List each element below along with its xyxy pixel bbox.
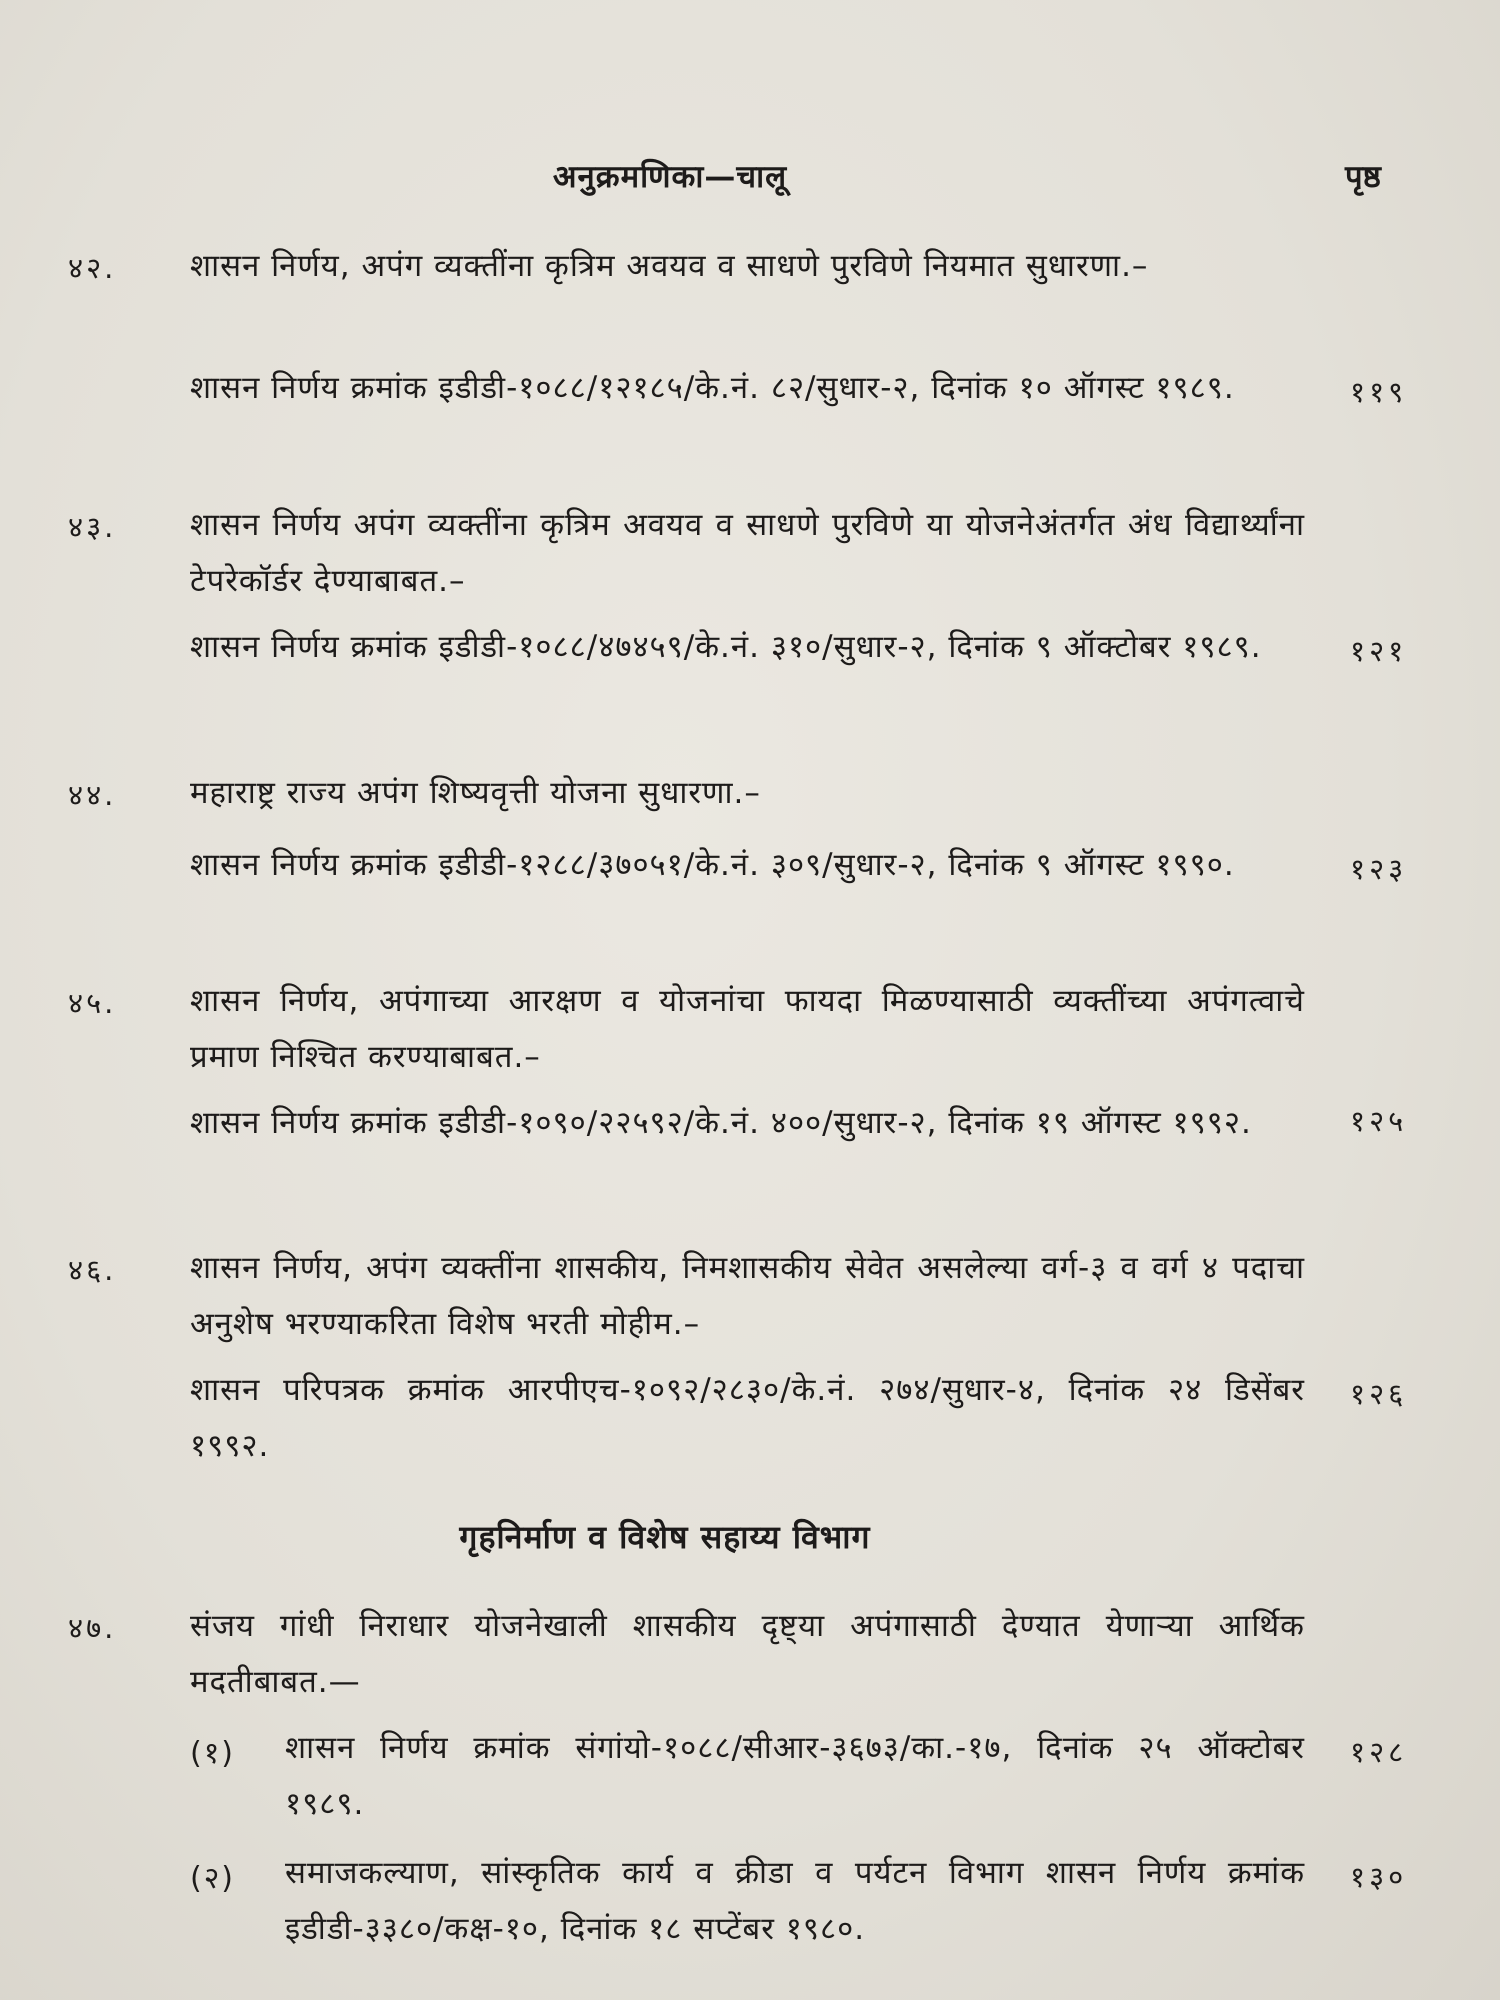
sub-item-label: (२) xyxy=(190,1861,236,1896)
entry-title: शासन निर्णय, अपंगाच्या आरक्षण व योजनांचा फायदा मिळण्यासाठी व्यक्तींच्या अपंगत्वाचे प्रमाण निश्चित करण्याबाबत.– xyxy=(190,983,1305,1075)
entry-title: शासन निर्णय, अपंग व्यक्तींना कृत्रिम अवयव व साधणे पुरविणे नियमात सुधारणा.– xyxy=(190,248,1149,284)
entry-number: ४४. xyxy=(68,778,117,812)
section-heading: गृहनिर्माण व विशेष सहाय्य विभाग xyxy=(459,1518,871,1556)
sub-item-text: शासन निर्णय क्रमांक संगांयो-१०८८/सीआर-३६७३/का.-१७, दिनांक २५ ऑक्टोबर १९८९. xyxy=(285,1730,1305,1822)
sub-item-label: (१) xyxy=(190,1736,236,1771)
entry-reference: शासन परिपत्रक क्रमांक आरपीएच-१०९२/२८३०/के.नं. २७४/सुधार-४, दिनांक २४ डिसेंबर १९९२. xyxy=(190,1372,1305,1464)
entry-number: ४५. xyxy=(68,986,117,1020)
entry-page-number: १२१ xyxy=(1350,634,1408,668)
entry-number: ४७. xyxy=(68,1611,117,1645)
entry-page-number: १२८ xyxy=(1350,1735,1408,1769)
entry-title: संजय गांधी निराधार योजनेखाली शासकीय दृष्ट्या अपंगासाठी देण्यात येणाऱ्या आर्थिक मदतीबाबत.— xyxy=(190,1608,1305,1700)
entry-number: ४३. xyxy=(68,510,117,544)
entry-reference: शासन निर्णय क्रमांक इडीडी-१०८८/४७४५९/के.नं. ३१०/सुधार-२, दिनांक ९ ऑक्टोबर १९८९. xyxy=(190,629,1262,665)
page-column-heading: पृष्ठ xyxy=(1345,159,1381,195)
sub-item-text: समाजकल्याण, सांस्कृतिक कार्य व क्रीडा व पर्यटन विभाग शासन निर्णय क्रमांक इडीडी-३३८०/कक्ष-१०, दिनांक १८ सप्टेंबर १९८०. xyxy=(285,1855,1305,1947)
entry-page-number: १२५ xyxy=(1350,1104,1408,1138)
entry-title: महाराष्ट्र राज्य अपंग शिष्यवृत्ती योजना सुधारणा.– xyxy=(190,775,761,811)
entry-title: शासन निर्णय, अपंग व्यक्तींना शासकीय, निमशासकीय सेवेत असलेल्या वर्ग-३ व वर्ग ४ पदाचा अनुशेष भरण्याकरिता विशेष भरती मोहीम.– xyxy=(190,1250,1305,1342)
entry-page-number: १३० xyxy=(1350,1860,1408,1894)
entry-reference: शासन निर्णय क्रमांक इडीडी-१२८८/३७०५१/के.नं. ३०९/सुधार-२, दिनांक ९ ऑगस्ट १९९०. xyxy=(190,847,1235,883)
entry-title: शासन निर्णय अपंग व्यक्तींना कृत्रिम अवयव व साधणे पुरविणे या योजनेअंतर्गत अंध विद्यार्थ्यांना टेपरेकॉर्डर देण्याबाबत.– xyxy=(190,507,1305,599)
entry-number: ४६. xyxy=(68,1253,117,1287)
entry-reference: शासन निर्णय क्रमांक इडीडी-१०८८/१२१८५/के.नं. ८२/सुधार-२, दिनांक १० ऑगस्ट १९८९. xyxy=(190,370,1235,406)
entry-reference: शासन निर्णय क्रमांक इडीडी-१०९०/२२५९२/के.नं. ४००/सुधार-२, दिनांक १९ ऑगस्ट १९९२. xyxy=(190,1105,1252,1141)
entry-page-number: १२३ xyxy=(1350,852,1408,886)
entry-page-number: ११९ xyxy=(1350,375,1408,409)
page-title: अनुक्रमणिका—चालू xyxy=(552,159,788,195)
entry-page-number: १२६ xyxy=(1350,1377,1408,1411)
entry-number: ४२. xyxy=(68,251,117,285)
